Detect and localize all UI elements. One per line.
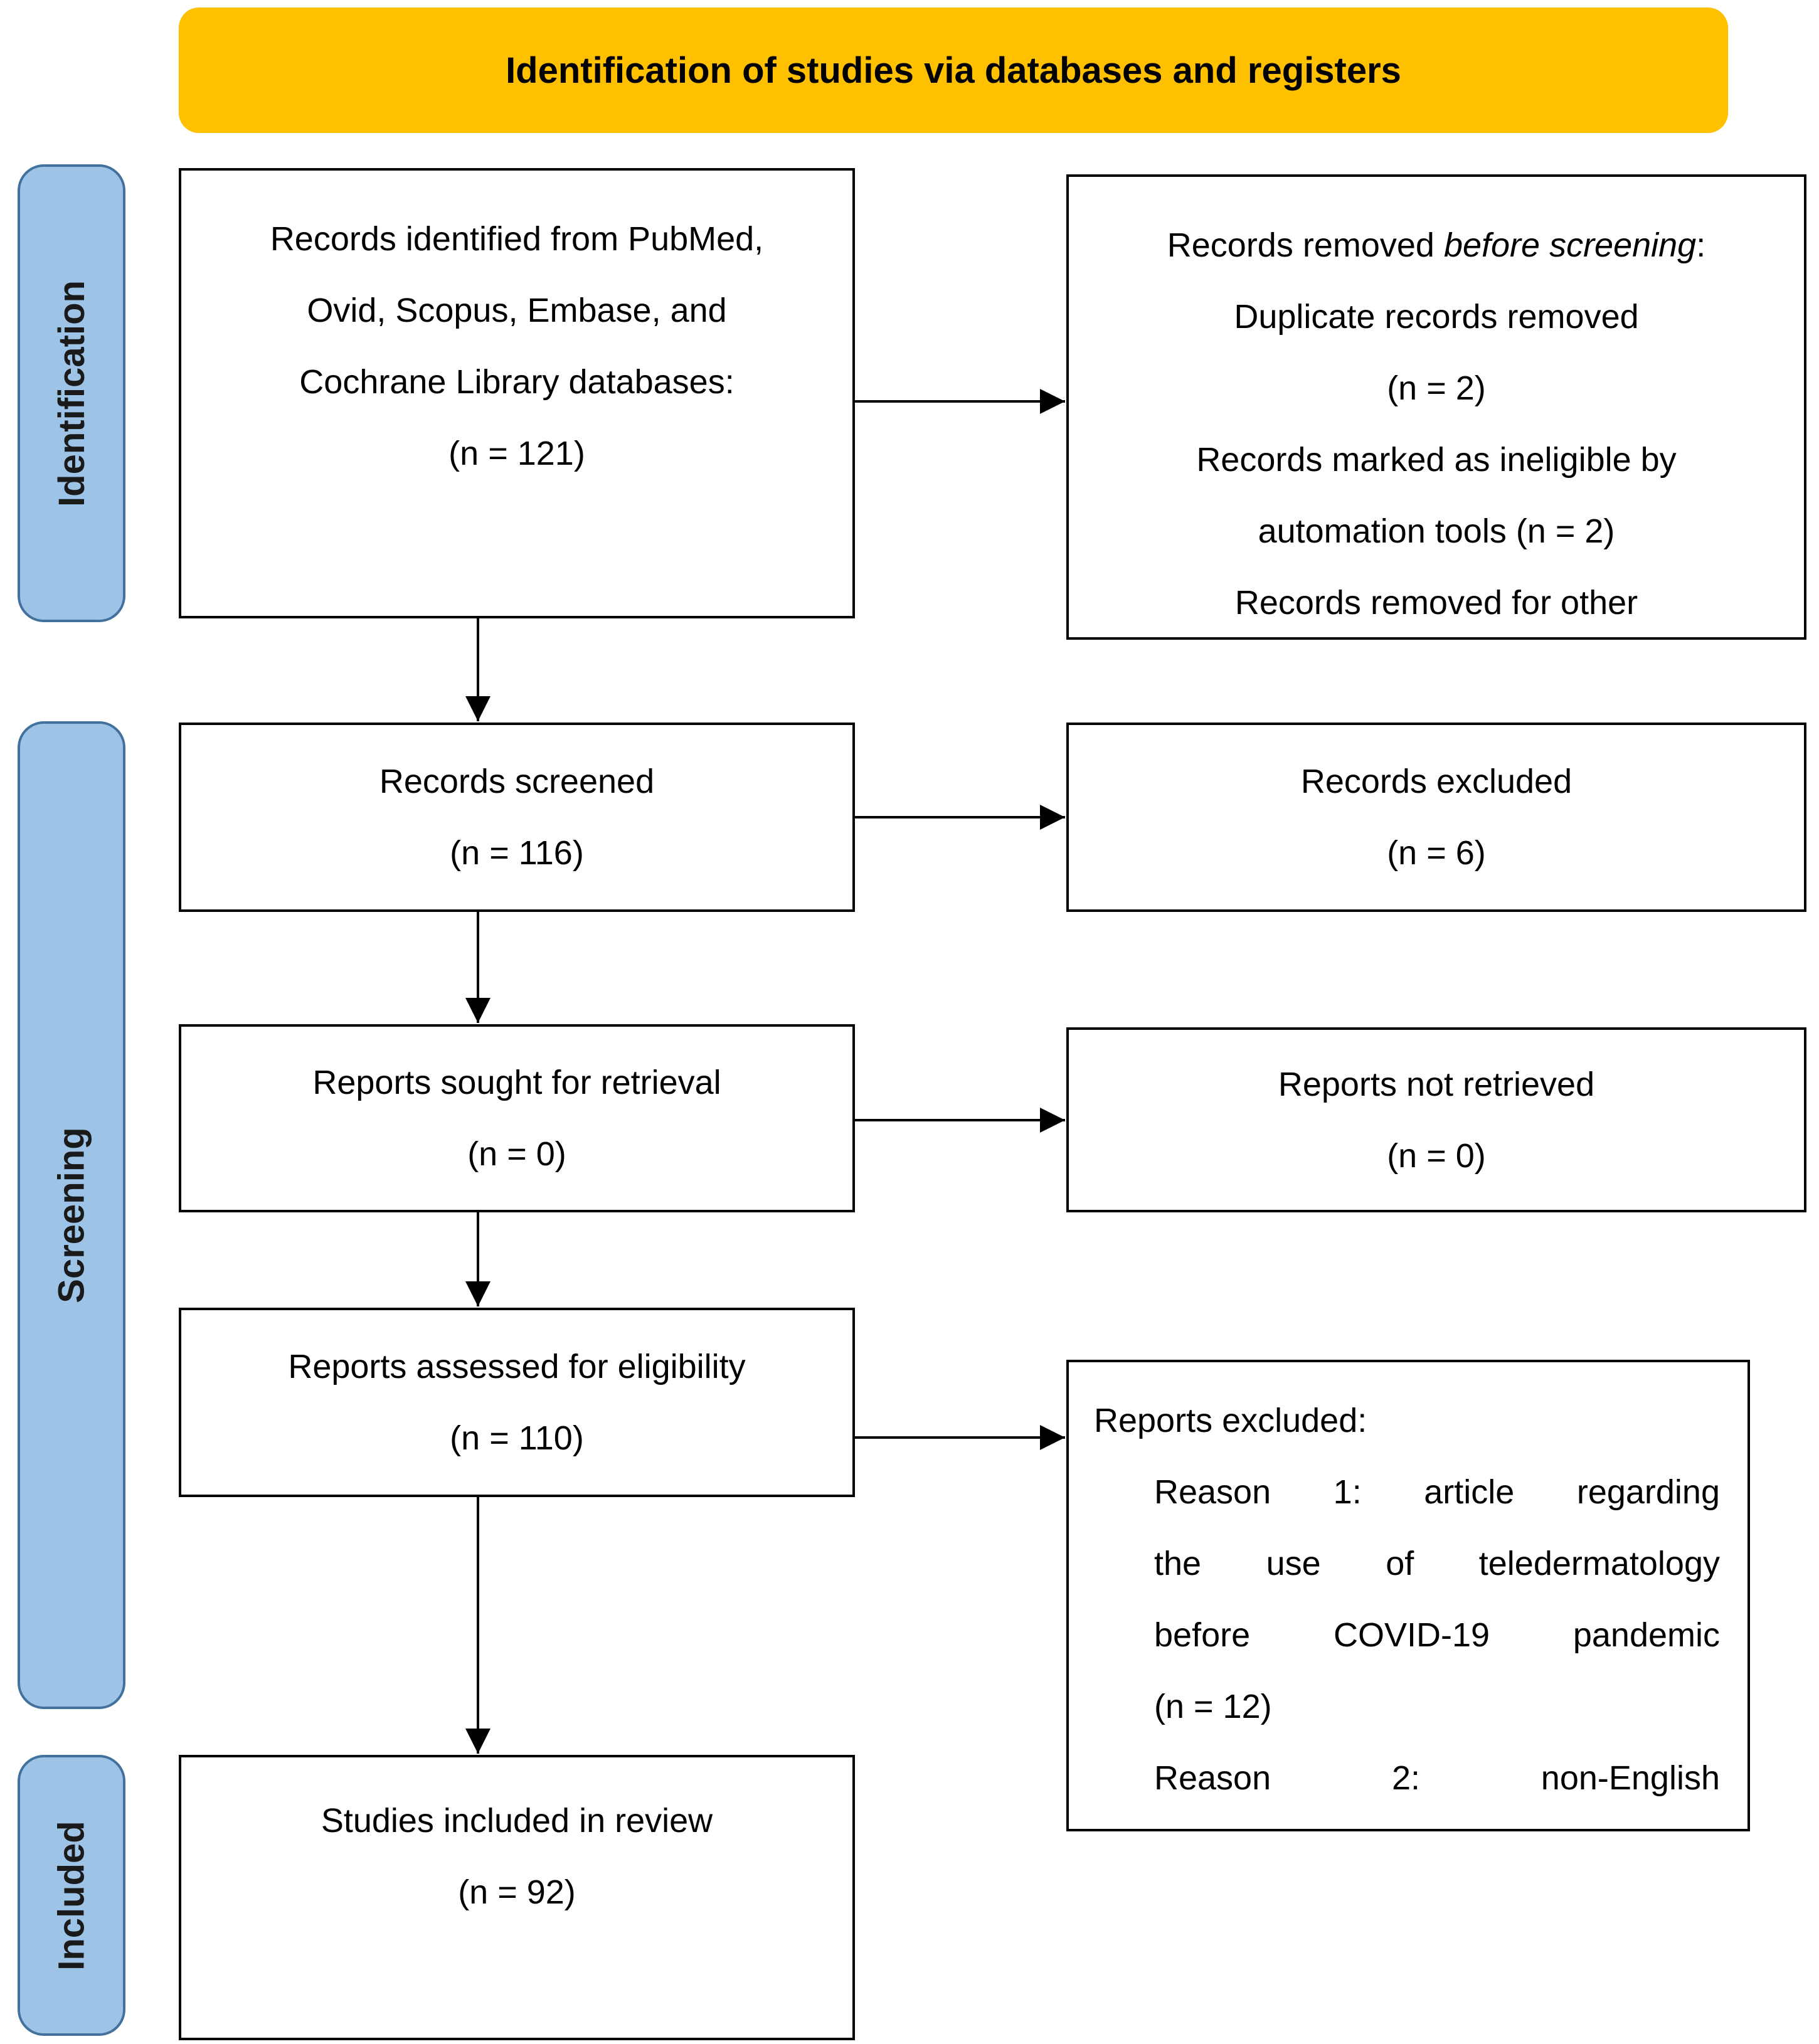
box-text-line: (n = 0): [1387, 1136, 1486, 1175]
reports-excluded-header: Reports excluded:: [1094, 1402, 1367, 1439]
box-text-line: Reports sought for retrieval: [312, 1064, 721, 1101]
box-text-line: Records identified from PubMed,: [270, 220, 764, 258]
stage-label-screening: [18, 721, 125, 1709]
box-text-line: Reports not retrieved: [1278, 1065, 1595, 1103]
box-text-line: Duplicate records removed: [1234, 298, 1639, 336]
box-text-line: Records screened: [379, 763, 655, 800]
box-text-line: Ovid, Scopus, Embase, and: [307, 292, 727, 329]
stage-label-identification-text: Identification: [51, 280, 92, 507]
box-text-line: Reports assessed for eligibility: [288, 1348, 746, 1385]
stage-label-screening-text: Screening: [51, 1127, 92, 1303]
box-text-line: (n = 6): [1387, 834, 1486, 872]
box-records-removed-before-screening: [1066, 174, 1806, 640]
box-studies-included: [179, 1755, 855, 2040]
records-removed-header-italic: before screening: [1443, 226, 1697, 264]
box-text-line: Studies included in review: [321, 1802, 713, 1840]
box-text-line: Records marked as ineligible by: [1196, 441, 1677, 479]
box-text-line: Reason 1: article regarding: [1154, 1473, 1720, 1511]
box-text-line: [1069, 209, 1804, 281]
stage-label-included: [18, 1755, 125, 2036]
box-text-line: Records excluded: [1300, 763, 1572, 800]
box-text-line: Cochrane Library databases:: [299, 363, 734, 401]
box-reports-not-retrieved: [1066, 1027, 1806, 1212]
box-reports-assessed: [179, 1308, 855, 1497]
diagram-title-banner: [179, 8, 1728, 133]
reports-excluded-reasons: [1154, 1456, 1720, 1814]
diagram-title: Identification of studies via databases and registers: [506, 50, 1401, 91]
box-text-line: (n = 0): [467, 1135, 566, 1173]
records-removed-header-suffix: :: [1696, 226, 1706, 264]
box-text-line: before COVID-19 pandemic: [1154, 1616, 1720, 1654]
box-text-line: (n = 110): [450, 1419, 584, 1457]
stage-label-included-text: Included: [51, 1820, 92, 1971]
box-text-line: (n = 12): [1154, 1688, 1272, 1725]
box-text-line: (n = 121): [448, 435, 585, 472]
box-reports-sought: [179, 1024, 855, 1212]
box-text-line: the use of teledermatology: [1154, 1545, 1720, 1582]
box-text-line: Reason 2: non-English: [1154, 1759, 1720, 1797]
box-text-line: (n = 2): [1387, 369, 1486, 407]
box-text-line: Records removed for other: [1234, 584, 1638, 622]
box-records-screened: [179, 723, 855, 912]
box-text-line: (n = 92): [458, 1873, 576, 1911]
box-records-excluded: [1066, 723, 1806, 912]
box-text-line: automation tools (n = 2): [1258, 512, 1615, 550]
box-records-identified: [179, 168, 855, 618]
records-removed-header-prefix: Records removed: [1167, 226, 1444, 264]
box-text-line: (n = 116): [450, 834, 584, 872]
box-reports-excluded: [1066, 1360, 1750, 1831]
stage-label-identification: [18, 164, 125, 622]
